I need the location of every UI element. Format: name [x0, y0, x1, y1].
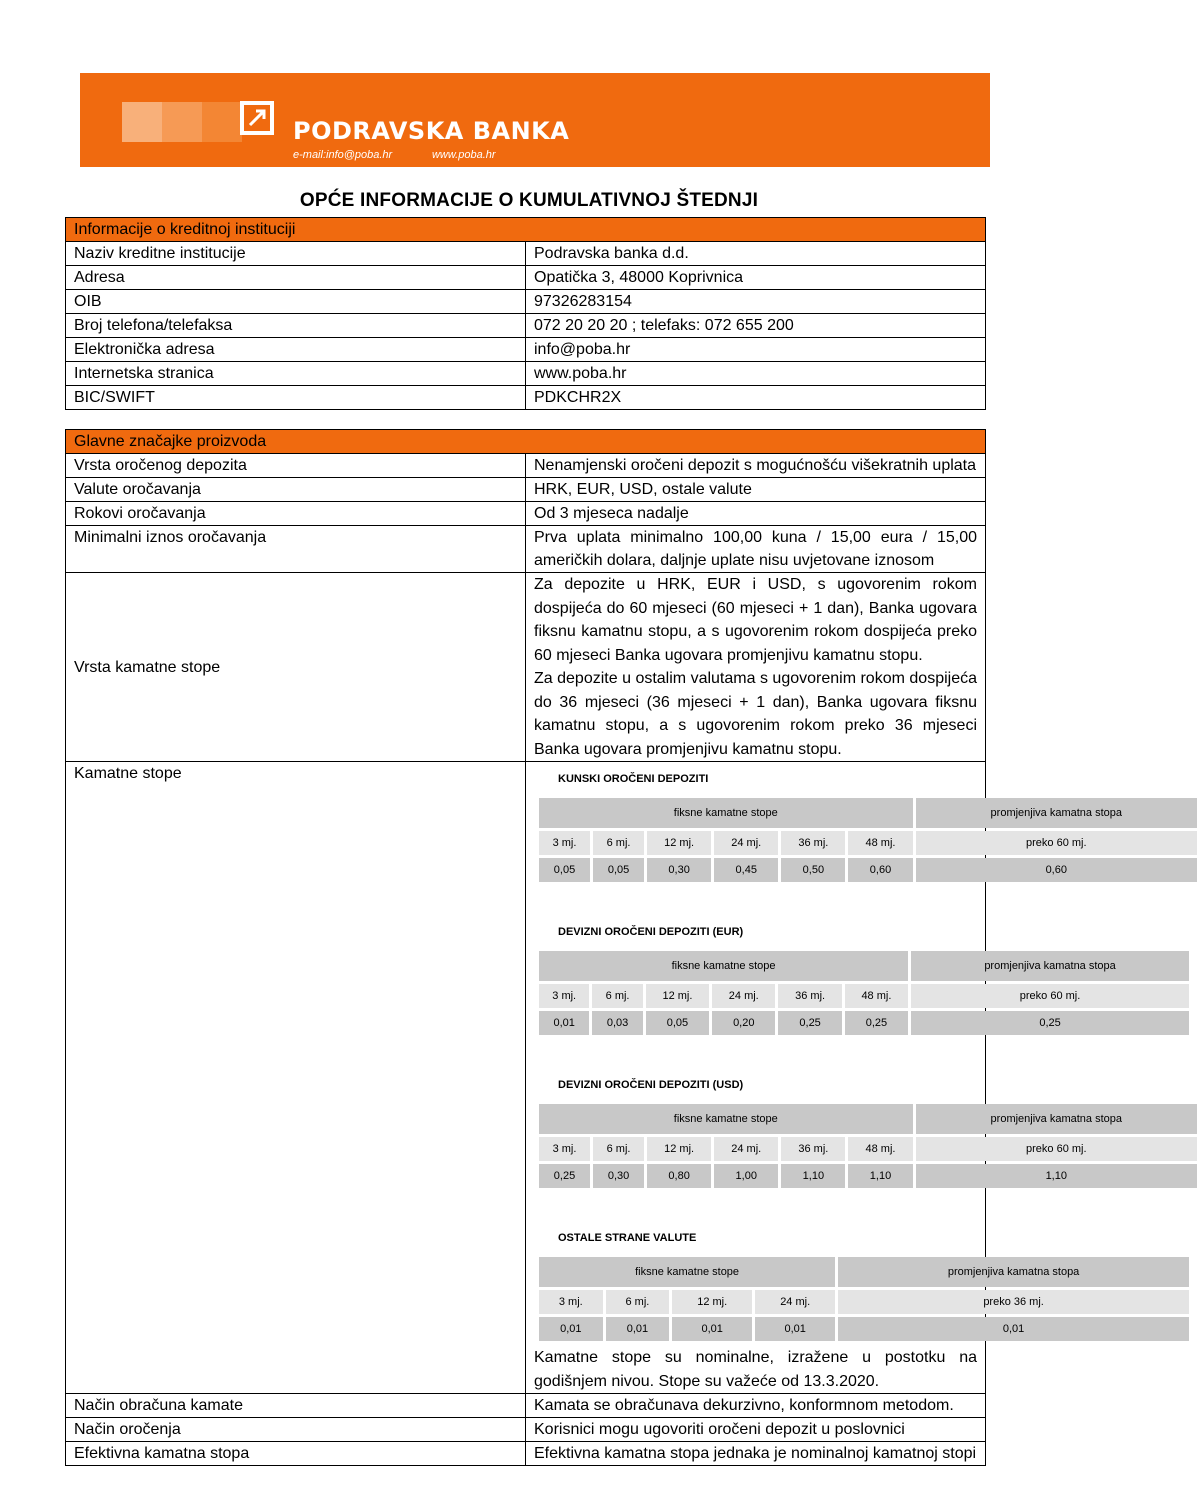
row-label: Elektronička adresa — [66, 338, 526, 362]
rate-value-cell: 0,01 — [539, 1011, 589, 1035]
term-cell: 3 mj. — [539, 984, 589, 1008]
term-cell: 36 mj. — [781, 831, 845, 855]
rate-type-label: Vrsta kamatne stope — [66, 573, 526, 762]
info-row — [66, 1442, 986, 1466]
term-cell: 24 mj. — [755, 1290, 835, 1314]
info-row — [66, 338, 986, 362]
term-cell: 6 mj. — [593, 831, 644, 855]
rate-table — [536, 795, 1200, 885]
row-value: Efektivna kamatna stopa jednaka je nominalnoj kamatnoj stopi — [526, 1442, 986, 1466]
row-value: Prva uplata minimalno 100,00 kuna / 15,00 eura / 15,00 američkih dolara, daljnje uplate nisu uvjetovane iznosom — [526, 526, 986, 573]
rate-value-cell: 0,80 — [647, 1164, 711, 1188]
rate-value-cell: 0,30 — [593, 1164, 644, 1188]
institution-info-table — [65, 217, 986, 410]
fixed-rates-header: fiksne kamatne stope — [539, 951, 908, 981]
info-row — [66, 454, 986, 478]
term-cell: 3 mj. — [539, 1137, 590, 1161]
bank-name: PODRAVSKA BANKA — [293, 117, 570, 145]
term-cell: preko 36 mj. — [838, 1290, 1189, 1314]
info-row — [66, 526, 986, 573]
rate-value-cell: 0,25 — [539, 1164, 590, 1188]
row-value: HRK, EUR, USD, ostale valute — [526, 478, 986, 502]
info-row — [66, 266, 986, 290]
rate-value-cell: 0,60 — [916, 858, 1197, 882]
rate-value-cell: 0,05 — [646, 1011, 709, 1035]
row-label: Vrsta oročenog depozita — [66, 454, 526, 478]
fixed-rates-header: fiksne kamatne stope — [539, 1104, 913, 1134]
rate-value-cell: 1,00 — [714, 1164, 778, 1188]
row-label: BIC/SWIFT — [66, 386, 526, 410]
bank-web: www.poba.hr — [431, 149, 496, 161]
rate-table-block — [534, 1074, 1123, 1191]
row-value: 072 20 20 20 ; telefaks: 072 655 200 — [526, 314, 986, 338]
rate-type-para-2: Za depozite u ostalim valutama s ugovorenim rokom dospijeća do 36 mjeseci (36 mjeseci + 1 dan), Banka ugovara fiksnu kamatnu stopu, a s ugovorenim rokom preko 36 mjeseci Banka ugovara promjenjivu kamatnu stopu. — [534, 670, 977, 758]
term-cell: preko 60 mj. — [916, 831, 1197, 855]
logo-decor-square — [122, 102, 162, 142]
rate-table-title: DEVIZNI OROČENI DEPOZITI (EUR) — [558, 926, 744, 938]
term-cell: 12 mj. — [646, 984, 709, 1008]
rate-type-para-1: Za depozite u HRK, EUR i USD, s ugovorenim rokom dospijeća do 60 mjeseci (60 mjeseci + 1 dan), Banka ugovara fiksnu kamatnu stopu, a s ugovorenim rokom dospijeća preko 60 mjeseci Banka ugovara promjenjivu kamatnu stopu. — [534, 576, 977, 664]
row-value: Podravska banka d.d. — [526, 242, 986, 266]
variable-rate-header: promjenjiva kamatna stopa — [916, 1104, 1197, 1134]
rate-table — [536, 1101, 1200, 1191]
variable-rate-header: promjenjiva kamatna stopa — [838, 1257, 1189, 1287]
rate-value-cell: 0,03 — [592, 1011, 642, 1035]
rate-value-cell: 0,25 — [778, 1011, 841, 1035]
row-value: Od 3 mjeseca nadalje — [526, 502, 986, 526]
rate-value-cell: 0,25 — [845, 1011, 908, 1035]
row-value: Kamata se obračunava dekurzivno, konformnom metodom. — [526, 1394, 986, 1418]
rate-value-cell: 0,20 — [712, 1011, 775, 1035]
bank-contact — [293, 149, 496, 161]
term-cell: preko 60 mj. — [916, 1137, 1197, 1161]
term-cell: 24 mj. — [714, 831, 778, 855]
term-cell: 12 mj. — [647, 831, 711, 855]
term-cell: 6 mj. — [606, 1290, 670, 1314]
rates-label: Kamatne stope — [66, 762, 526, 1394]
rate-value-cell: 0,01 — [838, 1317, 1189, 1341]
term-cell: 12 mj. — [672, 1290, 752, 1314]
rate-value-cell: 0,05 — [539, 858, 590, 882]
row-value: www.poba.hr — [526, 362, 986, 386]
variable-rate-header: promjenjiva kamatna stopa — [911, 951, 1189, 981]
row-label: Internetska stranica — [66, 362, 526, 386]
rate-table-title: DEVIZNI OROČENI DEPOZITI (USD) — [558, 1079, 744, 1091]
rate-tables — [534, 768, 1123, 1344]
term-cell: 6 mj. — [593, 1137, 644, 1161]
rate-value-cell: 0,60 — [848, 858, 912, 882]
bank-email: e-mail:info@poba.hr — [293, 149, 393, 161]
row-value: Korisnici mogu ugovoriti oročeni depozit u poslovnici — [526, 1418, 986, 1442]
row-label: Način obračuna kamate — [66, 1394, 526, 1418]
rate-value-cell: 0,05 — [593, 858, 644, 882]
rate-value-cell: 1,10 — [781, 1164, 845, 1188]
rate-table-block — [534, 1227, 1080, 1344]
row-label: Način oročenja — [66, 1418, 526, 1442]
rate-value-cell: 0,45 — [714, 858, 778, 882]
fixed-rates-header: fiksne kamatne stope — [539, 1257, 835, 1287]
info-row — [66, 314, 986, 338]
rate-table — [536, 948, 1192, 1038]
rate-value-cell: 0,01 — [606, 1317, 670, 1341]
section-header: Informacije o kreditnoj instituciji — [66, 218, 986, 242]
row-label: Minimalni iznos oročavanja — [66, 526, 526, 573]
row-label: Broj telefona/telefaksa — [66, 314, 526, 338]
rate-table-title: KUNSKI OROČENI DEPOZITI — [558, 773, 709, 785]
row-value: Opatička 3, 48000 Koprivnica — [526, 266, 986, 290]
term-cell: 24 mj. — [712, 984, 775, 1008]
term-cell: 3 mj. — [539, 1290, 603, 1314]
document-title: OPĆE INFORMACIJE O KUMULATIVNOJ ŠTEDNJI — [299, 190, 759, 211]
rate-value-cell: 0,01 — [539, 1317, 603, 1341]
row-value: Nenamjenski oročeni depozit s mogućnošću višekratnih uplata — [526, 454, 986, 478]
term-cell: 12 mj. — [647, 1137, 711, 1161]
term-cell: 3 mj. — [539, 831, 590, 855]
rate-value-cell: 1,10 — [916, 1164, 1197, 1188]
rate-value-cell: 0,01 — [755, 1317, 835, 1341]
info-row — [66, 1418, 986, 1442]
info-row — [66, 386, 986, 410]
row-value: PDKCHR2X — [526, 386, 986, 410]
info-row — [66, 1394, 986, 1418]
rate-table-block — [534, 768, 1123, 885]
rates-note: Kamatne stope su nominalne, izražene u postotku na godišnjem nivou. Stope su važeće od 13.3.2020. — [534, 1349, 977, 1390]
term-cell: 36 mj. — [781, 1137, 845, 1161]
bank-banner — [80, 73, 990, 167]
info-row — [66, 478, 986, 502]
rate-value-cell: 0,30 — [647, 858, 711, 882]
fixed-rates-header: fiksne kamatne stope — [539, 798, 913, 828]
row-value: info@poba.hr — [526, 338, 986, 362]
row-label: Efektivna kamatna stopa — [66, 1442, 526, 1466]
row-label: Rokovi oročavanja — [66, 502, 526, 526]
rate-value-cell: 0,01 — [672, 1317, 752, 1341]
rate-value-cell: 0,50 — [781, 858, 845, 882]
term-cell: 48 mj. — [848, 1137, 912, 1161]
product-features-table — [65, 429, 1123, 1466]
row-label: Naziv kreditne institucije — [66, 242, 526, 266]
bank-logo-icon — [240, 101, 274, 135]
variable-rate-header: promjenjiva kamatna stopa — [916, 798, 1197, 828]
rate-value-cell: 1,10 — [848, 1164, 912, 1188]
logo-decor-square — [202, 102, 242, 142]
info-row — [66, 502, 986, 526]
rate-table — [536, 1254, 1192, 1344]
section-header: Glavne značajke proizvoda — [66, 430, 986, 454]
term-cell: 48 mj. — [845, 984, 908, 1008]
row-label: Valute oročavanja — [66, 478, 526, 502]
term-cell: 48 mj. — [848, 831, 912, 855]
rate-table-block — [534, 921, 1116, 1038]
row-label: OIB — [66, 290, 526, 314]
rate-value-cell: 0,25 — [911, 1011, 1189, 1035]
term-cell: preko 60 mj. — [911, 984, 1189, 1008]
info-row — [66, 362, 986, 386]
term-cell: 36 mj. — [778, 984, 841, 1008]
info-row — [66, 242, 986, 266]
term-cell: 6 mj. — [592, 984, 642, 1008]
rate-table-title: OSTALE STRANE VALUTE — [558, 1232, 697, 1244]
row-value: 97326283154 — [526, 290, 986, 314]
info-row — [66, 290, 986, 314]
logo-decor-square — [162, 102, 202, 142]
row-label: Adresa — [66, 266, 526, 290]
term-cell: 24 mj. — [714, 1137, 778, 1161]
